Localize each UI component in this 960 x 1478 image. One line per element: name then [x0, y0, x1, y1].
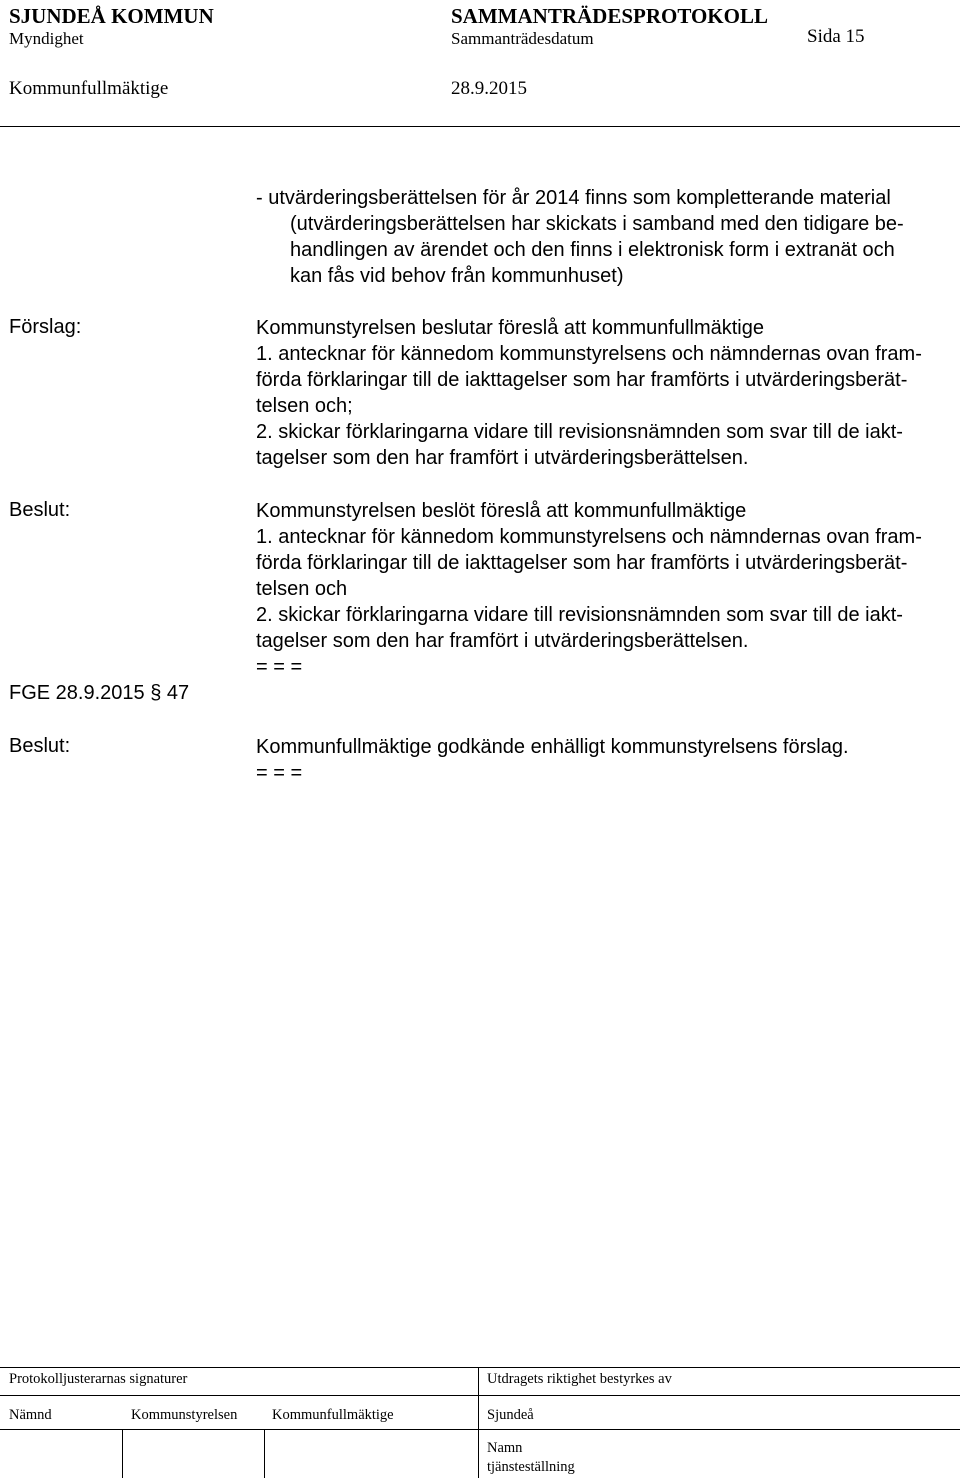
signature-box-divider [264, 1429, 265, 1478]
decision-line: telsen och [256, 578, 348, 600]
footer-right-title: Utdragets riktighet bestyrkes av [487, 1371, 672, 1387]
decision-line: 2. skickar förklaringarna vidare till revisionsnämnden som svar till de iakt- [256, 604, 903, 626]
footer-title-border [0, 1395, 960, 1396]
proposal-line: 1. antecknar för kännedom kommunstyrelsens och nämndernas ovan fram- [256, 343, 922, 365]
section-reference: FGE 28.9.2015 § 47 [9, 682, 190, 704]
decision-text [256, 498, 956, 684]
footer-center-divider [478, 1367, 479, 1478]
signature-box-divider [122, 1429, 123, 1478]
footer-col-namnd: Nämnd [9, 1407, 52, 1423]
final-decision-label: Beslut: [9, 735, 71, 757]
footer-name-label: Namn [487, 1440, 523, 1456]
proposal-line: telsen och; [256, 395, 353, 417]
decision-line: förda förklaringar till de iakttagelser som har framförts i utvärderingsberät- [256, 552, 908, 574]
footer-position-label: tjänsteställning [487, 1459, 575, 1475]
decision-label: Beslut: [9, 499, 71, 521]
date-label: Sammanträdesdatum [451, 29, 594, 48]
protocol-title: SAMMANTRÄDESPROTOKOLL [451, 4, 768, 28]
footer-top-border [0, 1367, 960, 1368]
proposal-line: förda förklaringar till de iakttagelser som har framförts i utvärderingsberät- [256, 369, 908, 391]
municipality-name: SJUNDEÅ KOMMUN [9, 4, 214, 28]
proposal-line: 2. skickar förklaringarna vidare till revisionsnämnden som svar till de iakt- [256, 421, 903, 443]
footer-left-title: Protokolljusterarnas signaturer [9, 1371, 188, 1387]
intro-line: handlingen av ärendet och den finns i elektronisk form i extranät och [290, 239, 895, 261]
meeting-date: 28.9.2015 [451, 78, 527, 99]
final-decision-separator: = = = [256, 762, 303, 784]
final-decision-line: Kommunfullmäktige godkände enhälligt kommunstyrelsens förslag. [256, 736, 849, 758]
header-divider [0, 126, 960, 127]
decision-line: Kommunstyrelsen beslöt föreslå att kommunfullmäktige [256, 500, 747, 522]
proposal-line: tagelser som den har framfört i utvärderingsberättelsen. [256, 447, 749, 469]
footer-column-border [0, 1429, 960, 1430]
decision-separator: = = = [256, 656, 303, 678]
decision-line: 1. antecknar för kännedom kommunstyrelsens och nämndernas ovan fram- [256, 526, 922, 548]
decision-line: tagelser som den har framfört i utvärderingsberättelsen. [256, 630, 749, 652]
footer-col-kommunstyrelsen: Kommunstyrelsen [131, 1407, 238, 1423]
final-decision-text [256, 734, 956, 790]
footer-col-sjundea: Sjundeå [487, 1407, 534, 1423]
body-name: Kommunfullmäktige [9, 78, 169, 99]
footer-col-kommunfullmaktige: Kommunfullmäktige [272, 1407, 394, 1423]
intro-bullet [256, 185, 956, 295]
page-number: Sida 15 [807, 26, 865, 47]
intro-line: kan fås vid behov från kommunhuset) [290, 265, 624, 287]
proposal-line: Kommunstyrelsen beslutar föreslå att kommunfullmäktige [256, 317, 764, 339]
intro-line: - utvärderingsberättelsen för år 2014 finns som kompletterande material [256, 187, 891, 209]
authority-label: Myndighet [9, 29, 84, 48]
intro-line: (utvärderingsberättelsen har skickats i samband med den tidigare be- [290, 213, 904, 235]
proposal-label: Förslag: [9, 316, 82, 338]
proposal-text [256, 315, 956, 475]
